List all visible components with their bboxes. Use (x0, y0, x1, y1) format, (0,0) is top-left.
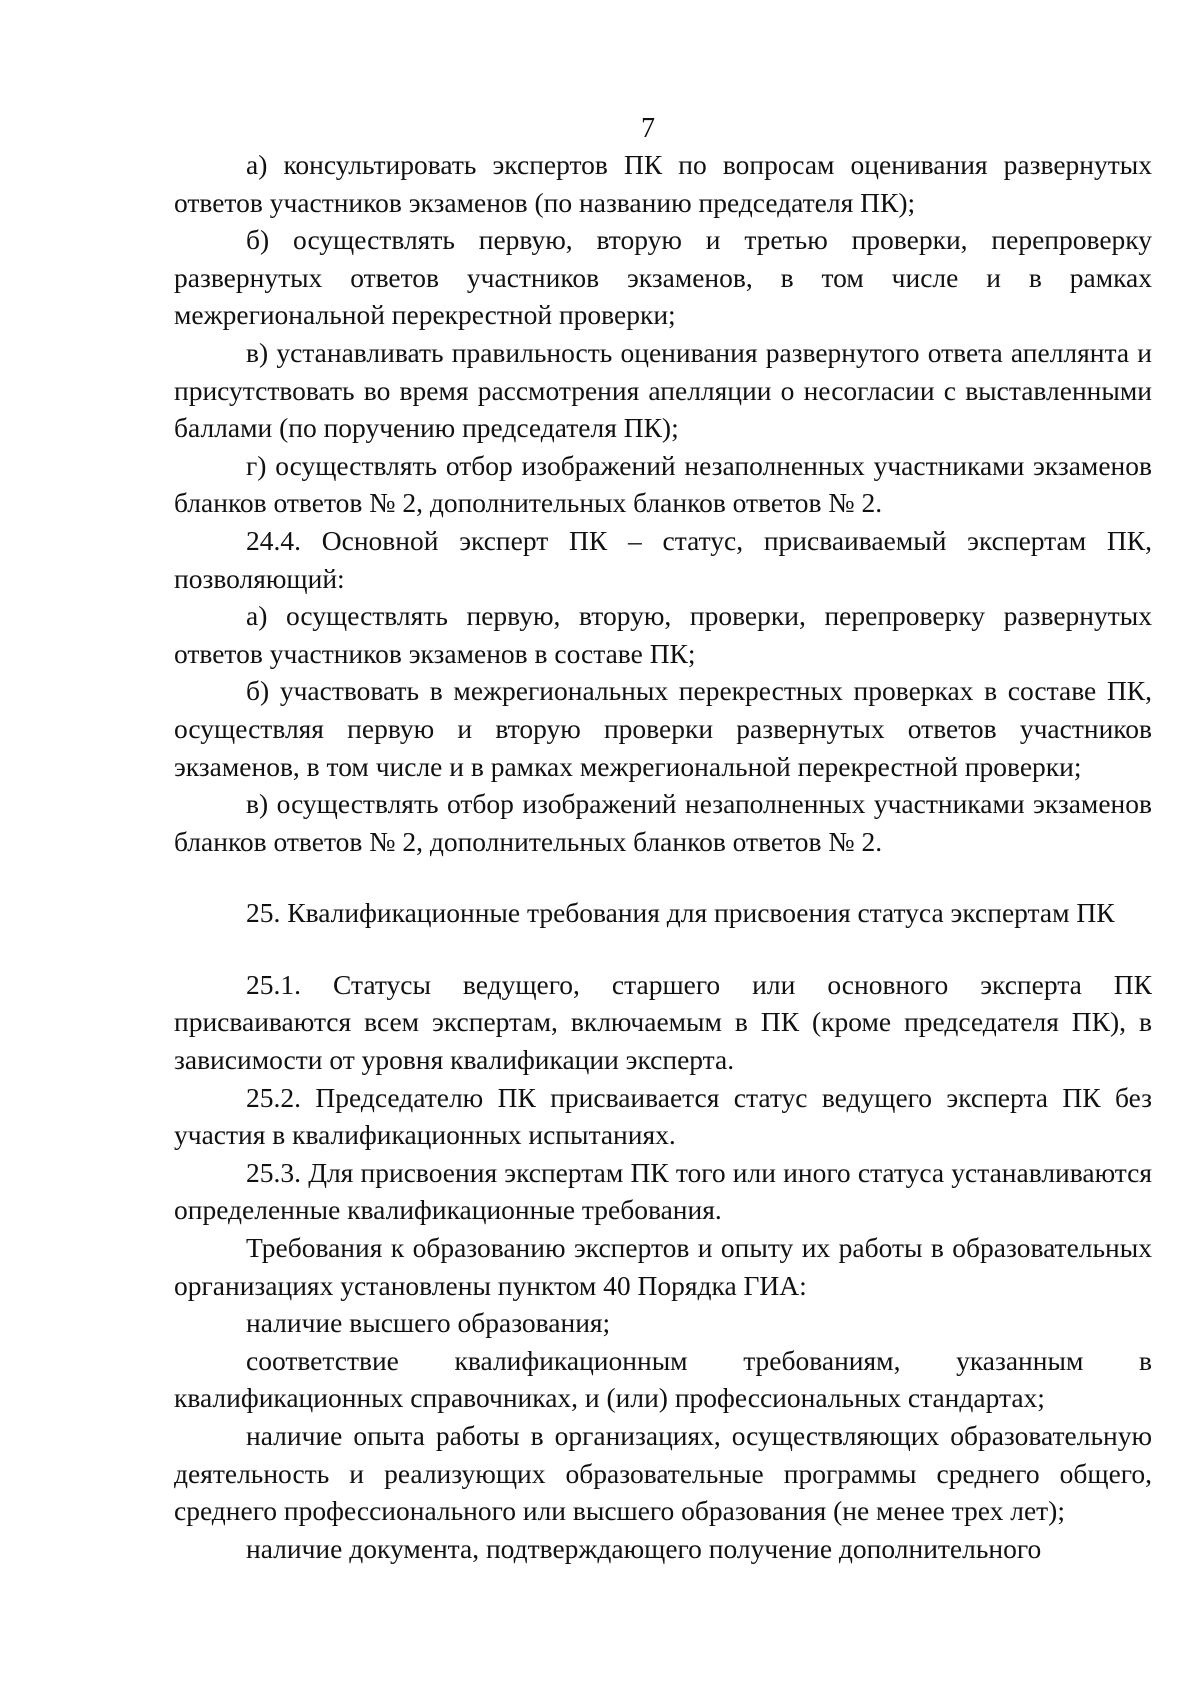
paragraph: в) осуществлять отбор изображений незаполненных участниками экзаменов бланков ответов № 2, дополнительных бланков ответов № 2. (174, 788, 1152, 857)
paragraph: 25.3. Для присвоения экспертам ПК того или иного статуса устанавливаются определенные квалификационные требования. (174, 1156, 1152, 1226)
paragraph: а) консультировать экспертов ПК по вопросам оценивания развернутых ответов участников экзаменов (по названию председателя ПК); (174, 149, 1152, 218)
paragraph: а) осуществлять первую, вторую, проверки, перепроверку развернутых ответов участников экзаменов в составе ПК; (174, 600, 1152, 669)
paragraph: б) осуществлять первую, вторую и третью проверки, перепроверку развернутых ответов участников экзаменов, в том числе и в рамках межрегиональной перекрестной проверки; (174, 224, 1152, 331)
paragraph: 25.2. Председателю ПК присваивается статус ведущего эксперта ПК без участия в квалификационных испытаниях. (174, 1081, 1152, 1151)
page-number: 7 (641, 113, 655, 144)
paragraph: б) участвовать в межрегиональных перекрестных проверках в составе ПК, осуществляя первую и вторую проверки развернутых ответов участников экзаменов, в том числе и в рамках межрегиональной перекрестной проверки; (174, 675, 1152, 782)
paragraph: соответствие квалификационным требованиям, указанным в квалификационных справочниках, и (или) профессиональных стандартах; (174, 1344, 1152, 1414)
section-heading: 25. Квалификационные требования для присвоения статуса экспертам ПК (246, 897, 1115, 929)
paragraph: Требования к образованию экспертов и опыту их работы в образовательных организациях установлены пунктом 40 Порядка ГИА: (174, 1232, 1152, 1301)
paragraph: наличие высшего образования; (246, 1307, 611, 1339)
paragraph: наличие документа, подтверждающего получение дополнительного (246, 1532, 1042, 1564)
paragraph: 24.4. Основной эксперт ПК – статус, присваиваемый экспертам ПК, позволяющий: (174, 524, 1152, 594)
document-body (174, 146, 1152, 1567)
paragraph: наличие опыта работы в организациях, осуществляющих образовательную деятельность и реализующих образовательные программы среднего общего, среднего профессионального или высшего образования (не менее трех лет); (174, 1420, 1152, 1527)
paragraph: в) устанавливать правильность оценивания развернутого ответа апеллянта и присутствовать во время рассмотрения апелляции о несогласии с выставленными баллами (по поручению председателя ПК); (174, 336, 1152, 444)
paragraph: 25.1. Статусы ведущего, старшего или основного эксперта ПК присваиваются всем экспертам, включаемым в ПК (кроме председателя ПК), в зависимости от уровня квалификации эксперта. (174, 968, 1152, 1076)
paragraph: г) осуществлять отбор изображений незаполненных участниками экзаменов бланков ответов № 2, дополнительных бланков ответов № 2. (174, 449, 1152, 519)
